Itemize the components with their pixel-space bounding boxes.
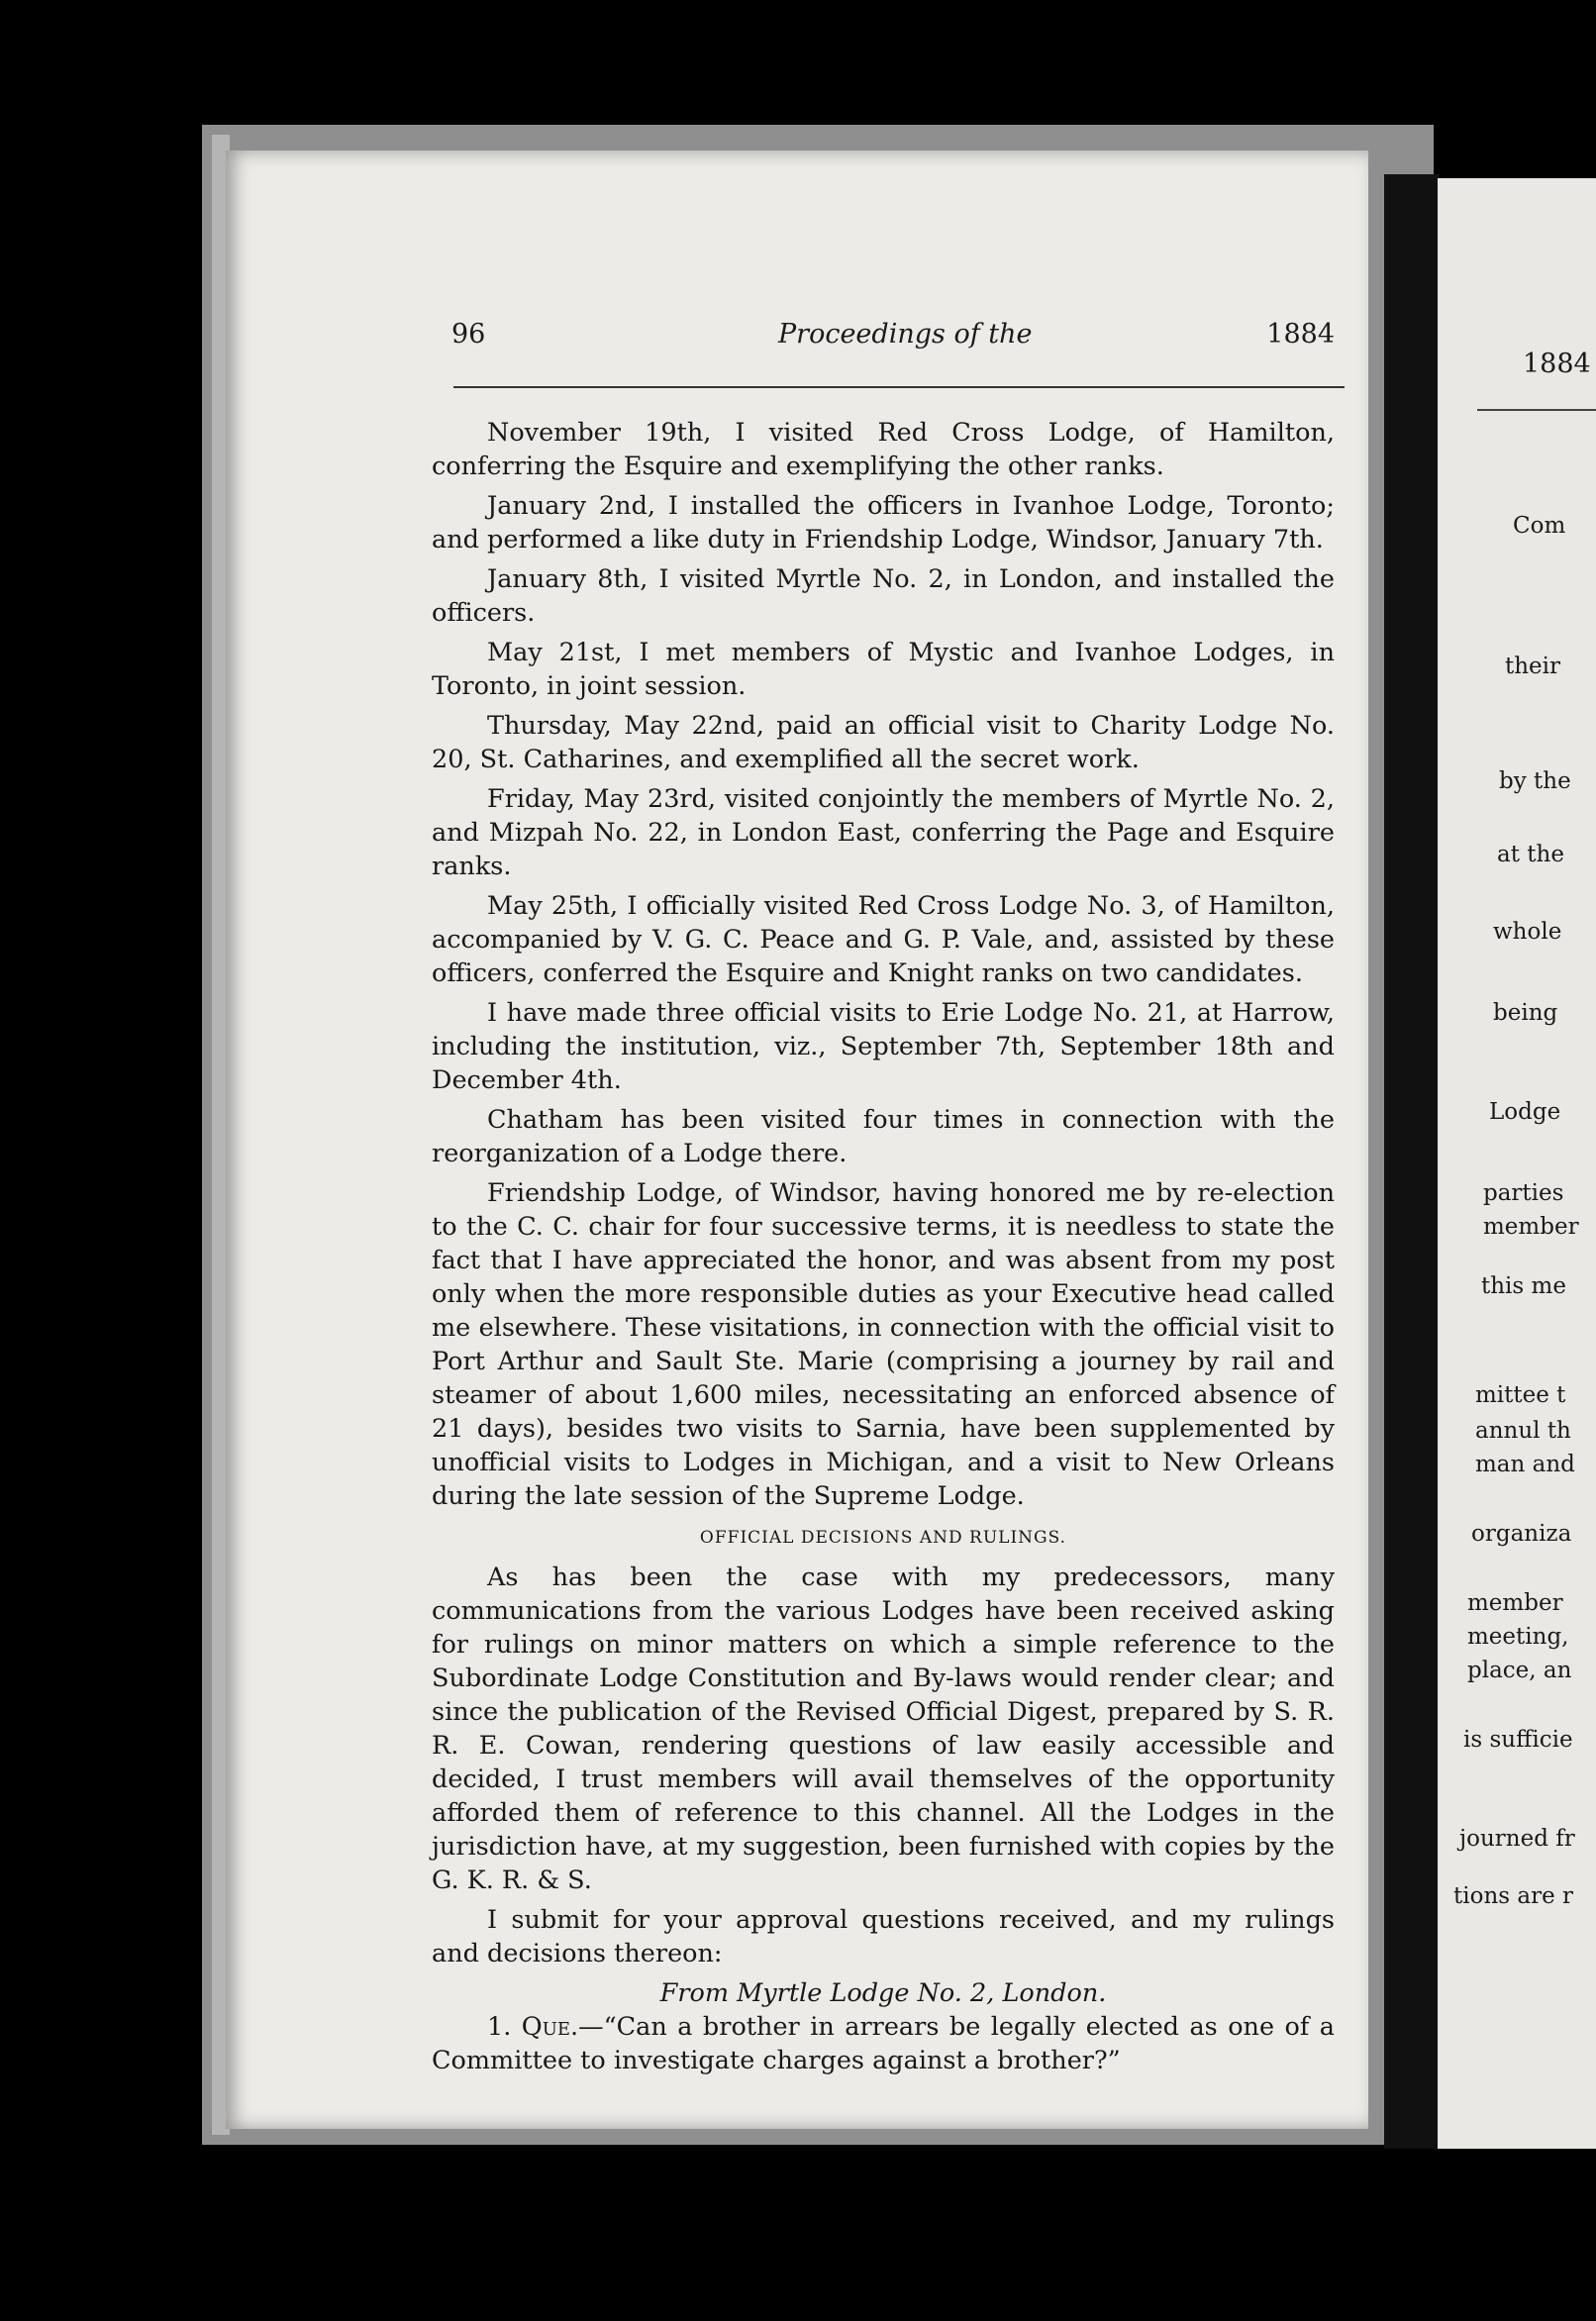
question-1 <box>432 2010 1335 2077</box>
next-page-fragment: is sufficie <box>1463 1727 1573 1753</box>
running-title: Proceedings of the <box>778 319 1033 350</box>
paragraph: Friday, May 23rd, visited conjointly the members of Myrtle No. 2, and Mizpah No. 22, in London East, conferring the Page and Esquire ranks. <box>432 784 1335 881</box>
next-page-fragment: mittee t <box>1475 1382 1566 1408</box>
paragraph: Friendship Lodge, of Windsor, having honored me by re-election to the C. C. chair for four successive terms, it is needless to state the fact that I have appreciated the honor, and was absent from my post only when the more responsible duties as your Executive head called me elsewhere. These visitations, in connection with the official visit to Port Arthur and Sault Ste. Marie (comprising a journey by rail and steamer of about 1,600 miles, necessitating an enforced absence of 21 days), besides two visits to Sarnia, have been supplemented by unofficial visits to Lodges in Michigan, and a visit to New Orleans during the late session of the Supreme Lodge. <box>432 1178 1335 1511</box>
paragraph: Thursday, May 22nd, paid an official visit to Charity Lodge No. 20, St. Catharines, and exemplified all the secret work. <box>432 711 1335 774</box>
next-page-fragment: meeting, <box>1467 1624 1569 1650</box>
paragraph: January 2nd, I installed the officers in Ivanhoe Lodge, Toronto; and performed a like duty in Friendship Lodge, Windsor, January 7th. <box>432 491 1335 555</box>
next-page-fragment: Com <box>1513 513 1566 539</box>
next-page-fragment: member <box>1483 1214 1579 1240</box>
next-page-strip <box>1438 178 1596 2149</box>
next-page-fragment: man and <box>1475 1452 1575 1477</box>
next-page-fragment: Lodge <box>1489 1099 1561 1125</box>
question-text: “Can a brother in arrears be legally elected as one of a Committee to investigate charges against a brother?” <box>432 2012 1335 2075</box>
lodge-subheading: From Myrtle Lodge No. 2, London. <box>659 1978 1107 2008</box>
paragraph: January 8th, I visited Myrtle No. 2, in London, and installed the officers. <box>432 564 1335 628</box>
next-page-year: 1884 <box>1523 349 1591 379</box>
gutter-shadow <box>1384 174 1440 2149</box>
paragraph: May 25th, I officially visited Red Cross Lodge No. 3, of Hamilton, accompanied by V. G. C. Peace and G. P. Vale, and, assisted by these officers, conferred the Esquire and Knight ranks on two candidates. <box>432 891 1335 988</box>
next-page-fragment: parties <box>1483 1180 1564 1206</box>
paragraph: I submit for your approval questions received, and my rulings and decisions thereon: <box>432 1905 1335 1968</box>
paragraph: As has been the case with my predecessors, many communications from the various Lodges have been received asking for rulings on minor matters on which a simple reference to the Subordinate Lodge Constitution and By-laws would render clear; and since the publication of the Revised Official Digest, prepared by S. R. R. E. Cowan, rendering questions of law easily accessible and decided, I trust members will avail themselves of the opportunity afforded them of reference to this channel. All the Lodges in the jurisdiction have, at my suggestion, been furnished with copies by the G. K. R. & S. <box>432 1563 1335 1895</box>
paragraph: May 21st, I met members of Mystic and Ivanhoe Lodges, in Toronto, in joint session. <box>432 638 1335 701</box>
question-label: 1. Que.— <box>487 2012 604 2042</box>
next-page-rule <box>1477 409 1596 411</box>
running-header <box>451 319 1343 358</box>
paragraph: November 19th, I visited Red Cross Lodge, of Hamilton, conferring the Esquire and exemplifying the other ranks. <box>432 418 1335 481</box>
next-page-fragment: this me <box>1481 1273 1566 1299</box>
next-page-fragment: organiza <box>1471 1521 1572 1547</box>
next-page-fragment: whole <box>1493 919 1562 945</box>
header-rule <box>453 386 1345 388</box>
next-page-fragment: at the <box>1497 842 1564 867</box>
page-number: 96 <box>451 319 486 350</box>
page-body <box>432 416 1335 2083</box>
paragraph: I have made three official visits to Erie Lodge No. 21, at Harrow, including the institution, viz., September 7th, September 18th and December 4th. <box>432 998 1335 1095</box>
next-page-fragment: journed fr <box>1459 1826 1575 1852</box>
next-page-fragment: member <box>1467 1590 1563 1616</box>
next-page-fragment: being <box>1493 1000 1558 1026</box>
next-page-fragment: tions are r <box>1453 1883 1573 1909</box>
paragraph: Chatham has been visited four times in connection with the reorganization of a Lodge there. <box>432 1105 1335 1168</box>
header-year: 1884 <box>1266 319 1335 350</box>
next-page-fragment: their <box>1505 654 1561 679</box>
section-heading: OFFICIAL DECISIONS AND RULINGS. <box>699 1528 1067 1548</box>
next-page-fragment: by the <box>1499 768 1571 794</box>
next-page-fragment: annul th <box>1475 1418 1571 1444</box>
next-page-fragment: place, an <box>1467 1658 1572 1683</box>
